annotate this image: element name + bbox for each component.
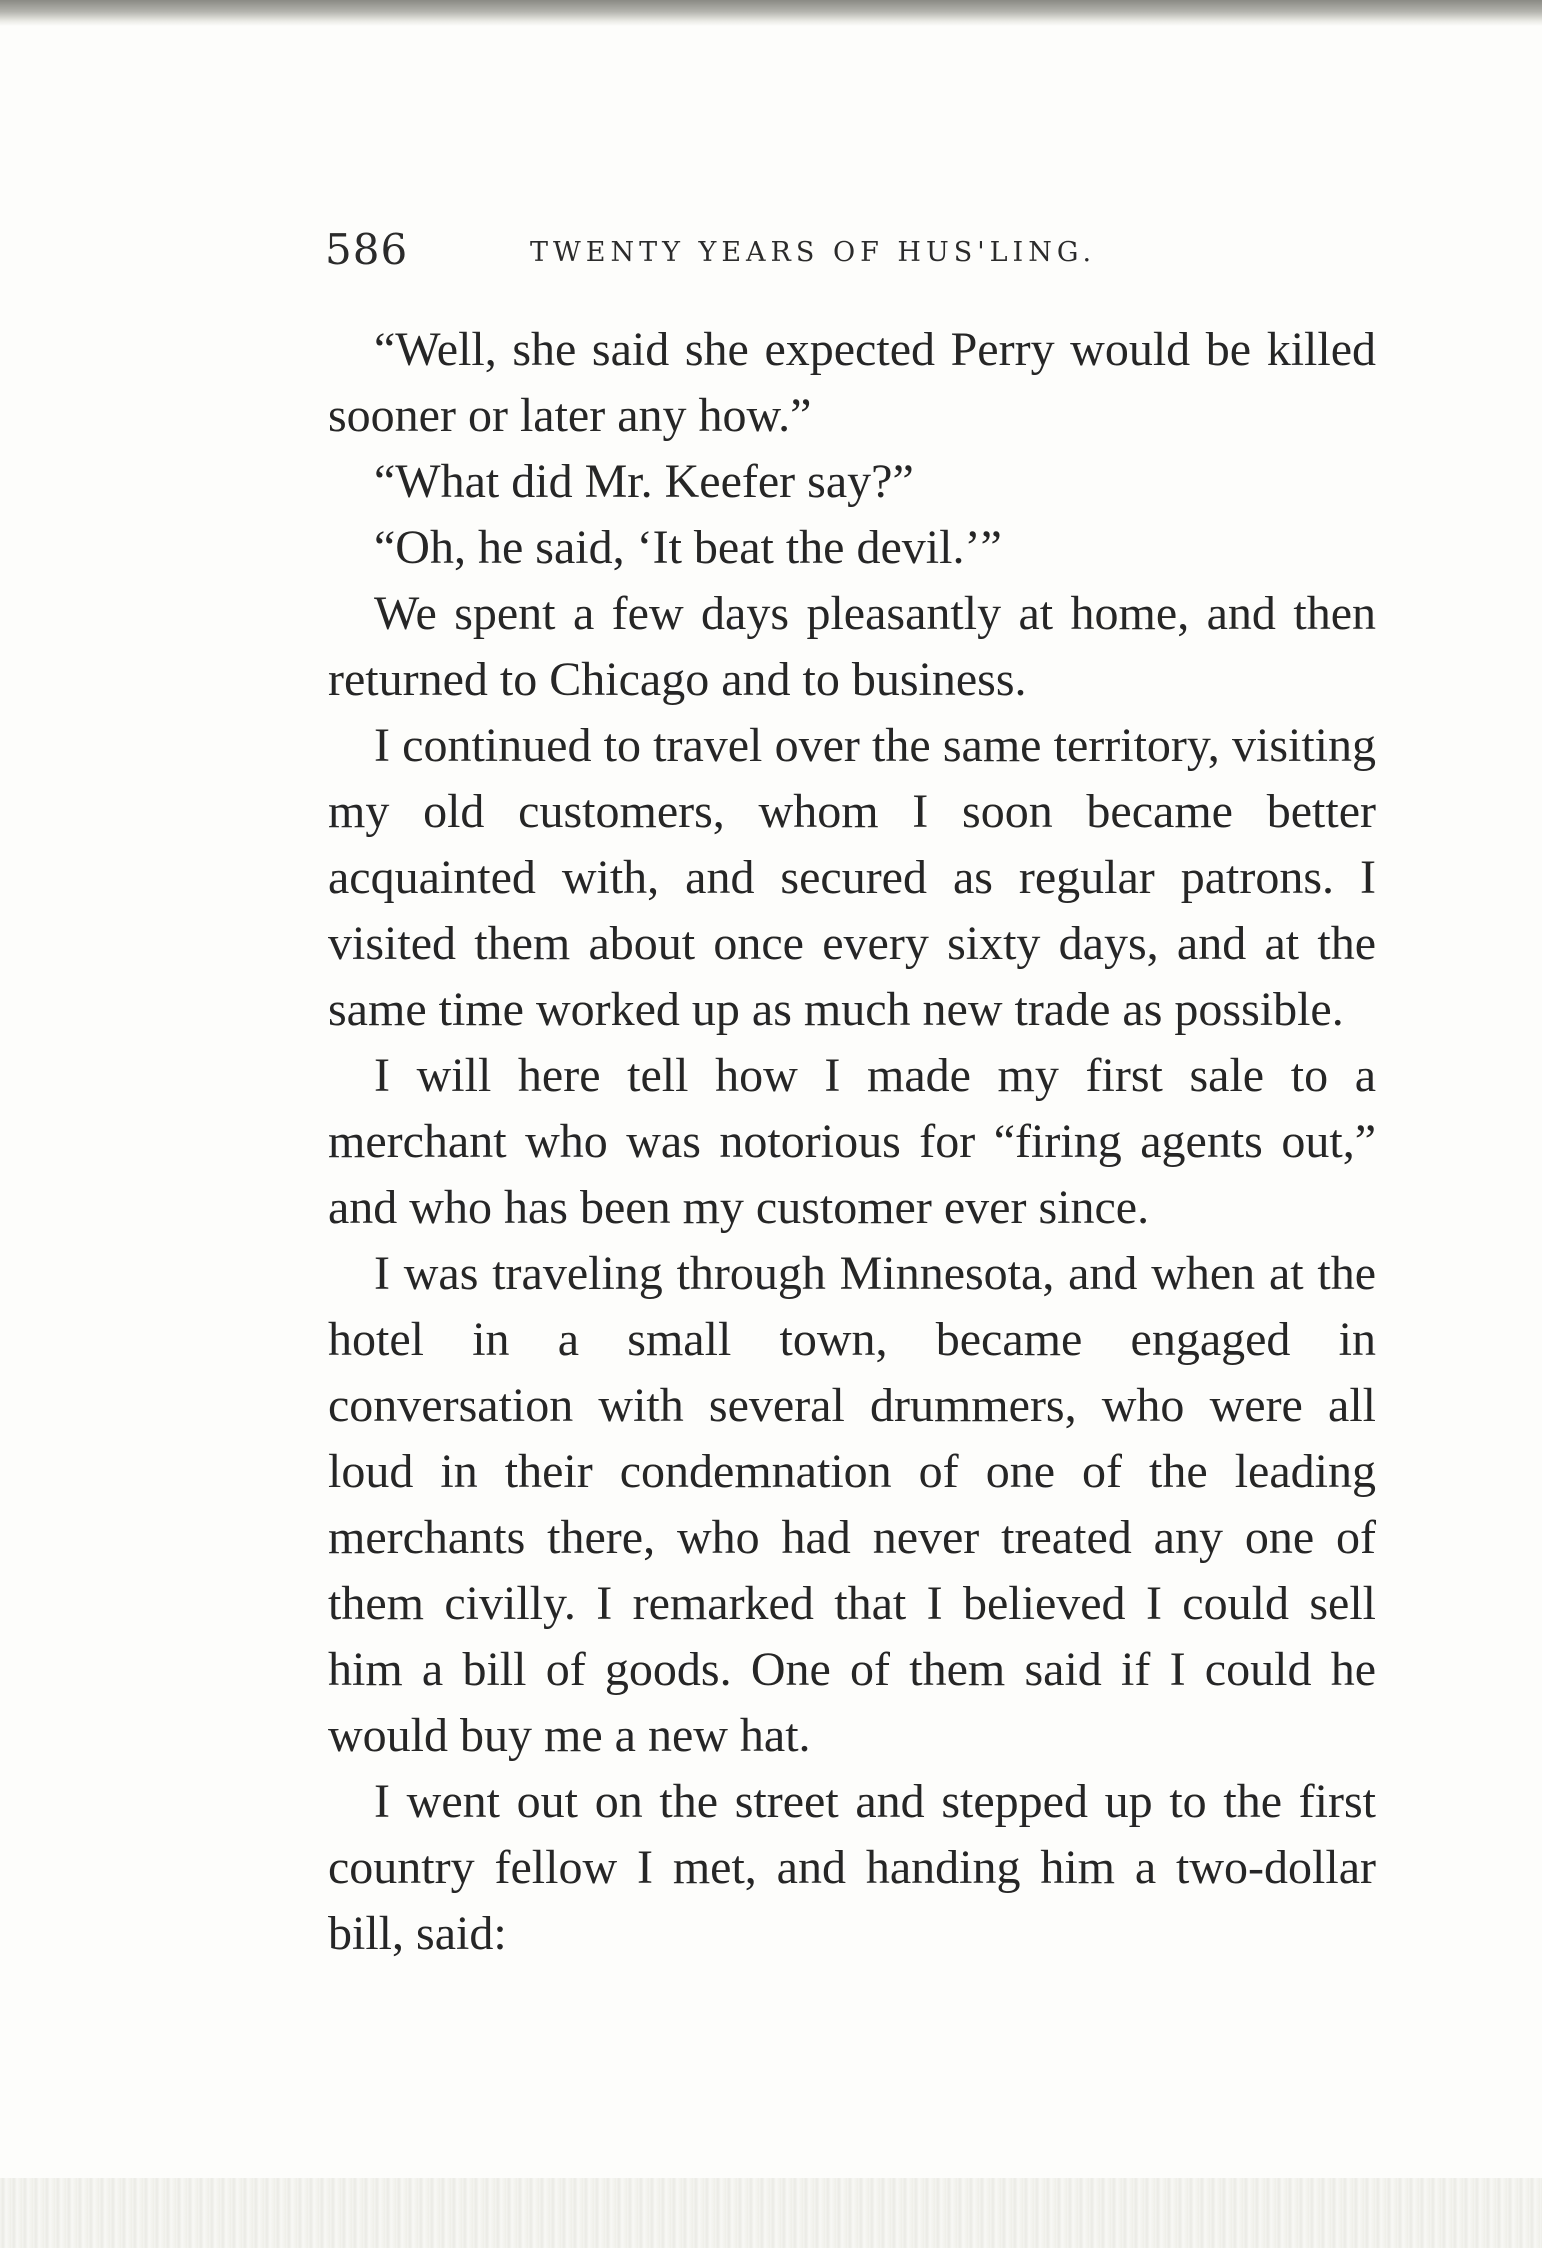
paragraph: “Well, she said she expected Perry would be killed sooner or later any how.” — [328, 323, 1376, 442]
running-head — [325, 225, 1385, 285]
paragraph: “Oh, he said, ‘It beat the devil.’” — [374, 521, 1002, 574]
body-text — [328, 317, 1376, 1967]
page-number: 586 — [325, 225, 409, 274]
paragraph: “What did Mr. Keefer say?” — [374, 455, 914, 508]
paragraph: I will here tell how I made my first sale to a merchant who was notorious for “firing agents out,” and who has been my customer ever since. — [328, 1049, 1376, 1234]
page-bottom-edge — [0, 2178, 1542, 2248]
paragraph: We spent a few days pleasantly at home, and then returned to Chicago and to business. — [328, 587, 1376, 706]
paragraph: I continued to travel over the same territory, visiting my old customers, whom I soon became better acquainted with, and secured as regular patrons. I visited them about once every sixty days, and at the same time worked up as much new trade as possible. — [328, 719, 1376, 1036]
book-title: TWENTY YEARS OF HUS'LING. — [530, 237, 1097, 268]
paragraph: I was traveling through Minnesota, and when at the hotel in a small town, became engaged in conversation with several drummers, who were all loud in their condemnation of one of the leading merchants there, who had never treated any one of them civilly. I remarked that I believed I could sell him a bill of goods. One of them said if I could he would buy me a new hat. — [328, 1247, 1376, 1762]
page-top-edge — [0, 0, 1542, 26]
paragraph: I went out on the street and stepped up to the first country fellow I met, and handing him a two-dollar bill, said: — [328, 1775, 1376, 1960]
